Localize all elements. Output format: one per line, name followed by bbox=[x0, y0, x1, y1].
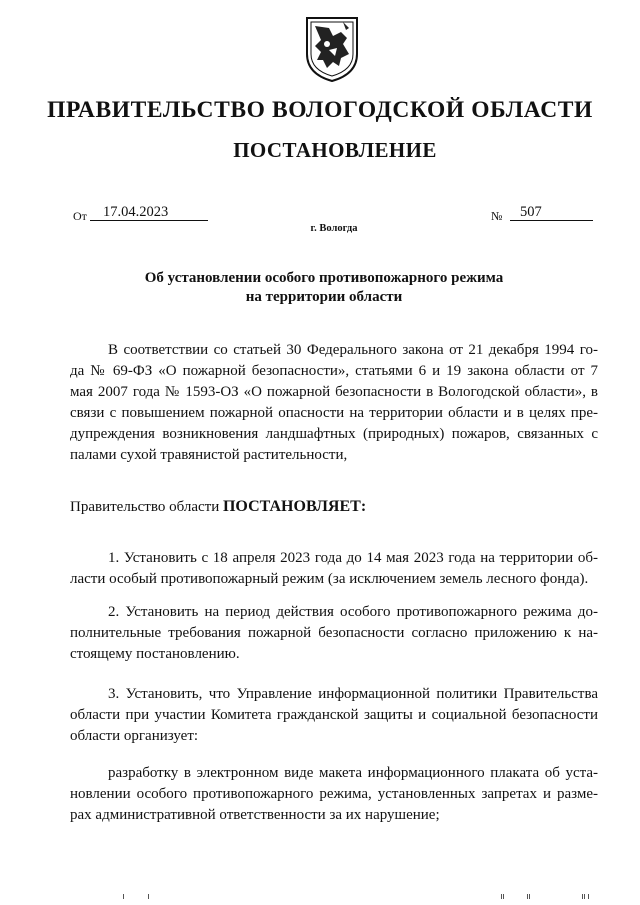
item-1 bbox=[70, 548, 598, 590]
title-line-2: на территории области bbox=[245, 289, 403, 305]
title-line-1: Об установлении особого противопожарного режима bbox=[144, 270, 504, 286]
text-line: новлении особого противопожарного режима, установленных запретах и разме- bbox=[70, 786, 598, 802]
preamble-paragraph bbox=[70, 340, 598, 466]
item-4 bbox=[70, 763, 598, 826]
resolution-prefix: Правительство области bbox=[70, 499, 220, 515]
resolution-verb: ПОСТАНОВЛЯЕТ: bbox=[222, 498, 367, 515]
text-line: да № 69-ФЗ «О пожарной безопасности», статьями 6 и 19 закона области от 7 bbox=[70, 363, 598, 379]
item-3 bbox=[70, 684, 598, 747]
text-line: области при участии Комитета гражданской защиты и социальной безопасности bbox=[70, 707, 598, 723]
text-line: области организует: bbox=[70, 728, 199, 744]
coat-of-arms-icon bbox=[303, 14, 361, 84]
document-number: 507 bbox=[520, 204, 542, 220]
text-line: мая 2007 года № 1593-ОЗ «О пожарной безопасности в Вологодской области», в bbox=[70, 384, 598, 400]
text-line: 2. Установить на период действия особого противопожарного режима до- bbox=[108, 604, 598, 620]
text-line: ласти особый противопожарный режим (за исключением земель лесного фонда). bbox=[70, 571, 589, 587]
text-line: 1. Установить с 18 апреля 2023 года до 14 мая 2023 года на территории об- bbox=[108, 550, 598, 566]
text-line: В соответствии со статьей 30 Федерального закона от 21 декабря 1994 го- bbox=[108, 342, 598, 358]
text-line: разработку в электронном виде макета информационного плаката об уста- bbox=[108, 765, 598, 781]
item-2 bbox=[70, 602, 598, 665]
number-underline bbox=[510, 220, 593, 221]
city: г. Вологда bbox=[310, 223, 358, 234]
document-type: ПОСТАНОВЛЕНИЕ bbox=[233, 138, 437, 162]
document-date: 17.04.2023 bbox=[103, 204, 169, 220]
text-line: дупреждения возникновения ландшафтных (природных) пожаров, связанных с bbox=[70, 426, 598, 442]
text-line: рах административной ответственности за их нарушение; bbox=[70, 807, 440, 823]
text-line: 3. Установить, что Управление информационной политики Правительства bbox=[108, 686, 598, 702]
text-line: связи с повышением пожарной опасности на территории области и в целях пре- bbox=[70, 405, 598, 421]
scan-artifacts bbox=[0, 894, 640, 900]
text-line: полнительные требования пожарной безопасности согласно приложению к на- bbox=[70, 625, 598, 641]
date-prefix: От bbox=[73, 209, 87, 223]
government-title: ПРАВИТЕЛЬСТВО ВОЛОГОДСКОЙ ОБЛАСТИ bbox=[47, 97, 593, 123]
text-line: палами сухой травянистой растительности, bbox=[70, 447, 348, 463]
date-underline bbox=[90, 220, 208, 221]
text-line: стоящему постановлению. bbox=[70, 646, 240, 662]
resolution-line bbox=[70, 496, 598, 518]
number-prefix: № bbox=[491, 209, 503, 223]
